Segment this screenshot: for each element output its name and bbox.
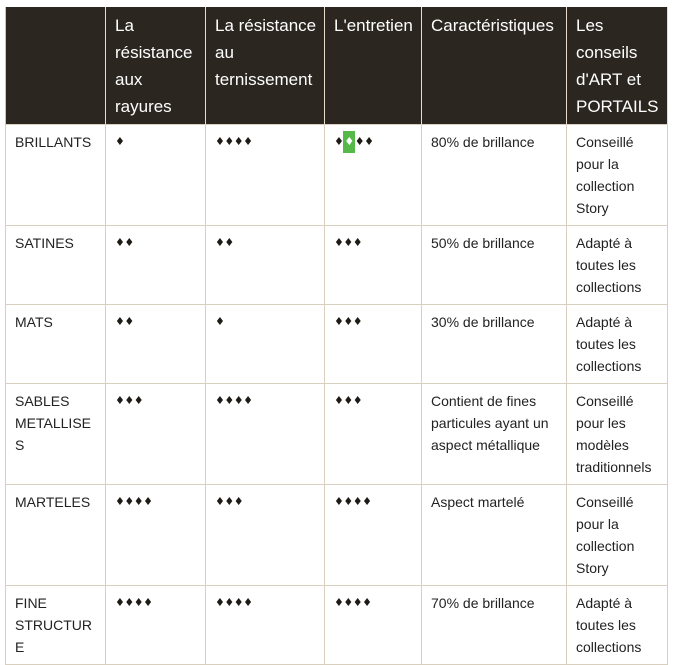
- characteristics: Contient de fines particules ayant un aspect métallique: [422, 384, 567, 485]
- scratch-rating: ♦♦: [106, 305, 206, 384]
- header-characteristics: Caractéristiques: [422, 7, 567, 125]
- selection-highlight: ♦: [343, 131, 354, 153]
- advice: Adapté à toutes les collections: [567, 305, 668, 384]
- maintenance-rating: ♦♦♦: [325, 226, 422, 305]
- finish-name: SATINES: [6, 226, 106, 305]
- characteristics: Aspect martelé: [422, 485, 567, 586]
- characteristics: 30% de brillance: [422, 305, 567, 384]
- finish-name: BRILLANTS: [6, 125, 106, 226]
- finish-name: FINE STRUCTURE: [6, 586, 106, 665]
- characteristics: 50% de brillance: [422, 226, 567, 305]
- finish-name: SABLES METALLISES: [6, 384, 106, 485]
- scratch-rating: ♦: [106, 125, 206, 226]
- advice: Conseillé pour la collection Story: [567, 125, 668, 226]
- maintenance-rating: ♦♦♦: [325, 305, 422, 384]
- tarnish-rating: ♦♦♦♦: [206, 125, 325, 226]
- advice: Adapté à toutes les collections: [567, 226, 668, 305]
- scratch-rating: ♦♦♦: [106, 384, 206, 485]
- advice: Conseillé pour la collection Story: [567, 485, 668, 586]
- finish-comparison-table-wrapper: [5, 7, 668, 665]
- maintenance-rating: ♦♦♦: [325, 384, 422, 485]
- finish-comparison-table: [5, 7, 668, 665]
- header-tarnish-resistance: La résistance au ternissement: [206, 7, 325, 125]
- table-row: [6, 226, 668, 305]
- table-row: [6, 586, 668, 665]
- header-advice: Les conseils d'ART et PORTAILS: [567, 7, 668, 125]
- header-empty: [6, 7, 106, 125]
- scratch-rating: ♦♦: [106, 226, 206, 305]
- characteristics: 70% de brillance: [422, 586, 567, 665]
- finish-name: MARTELES: [6, 485, 106, 586]
- tarnish-rating: ♦: [206, 305, 325, 384]
- tarnish-rating: ♦♦♦♦: [206, 384, 325, 485]
- tarnish-rating: ♦♦♦♦: [206, 586, 325, 665]
- table-row: [6, 305, 668, 384]
- maintenance-rating: ♦♦♦♦: [325, 586, 422, 665]
- maintenance-rating-end: ♦♦: [354, 135, 374, 148]
- tarnish-rating: ♦♦♦: [206, 485, 325, 586]
- maintenance-rating: [325, 125, 422, 226]
- table-row: [6, 125, 668, 226]
- maintenance-rating-start: ♦: [334, 135, 344, 148]
- table-row: [6, 485, 668, 586]
- advice: Conseillé pour les modèles traditionnels: [567, 384, 668, 485]
- tarnish-rating: ♦♦: [206, 226, 325, 305]
- characteristics: 80% de brillance: [422, 125, 567, 226]
- maintenance-rating: ♦♦♦♦: [325, 485, 422, 586]
- scratch-rating: ♦♦♦♦: [106, 586, 206, 665]
- header-scratch-resistance: La résistance aux rayures: [106, 7, 206, 125]
- table-row: [6, 384, 668, 485]
- scratch-rating: ♦♦♦♦: [106, 485, 206, 586]
- table-header-row: [6, 7, 668, 125]
- header-maintenance: L'entretien: [325, 7, 422, 125]
- finish-name: MATS: [6, 305, 106, 384]
- advice: Adapté à toutes les collections: [567, 586, 668, 665]
